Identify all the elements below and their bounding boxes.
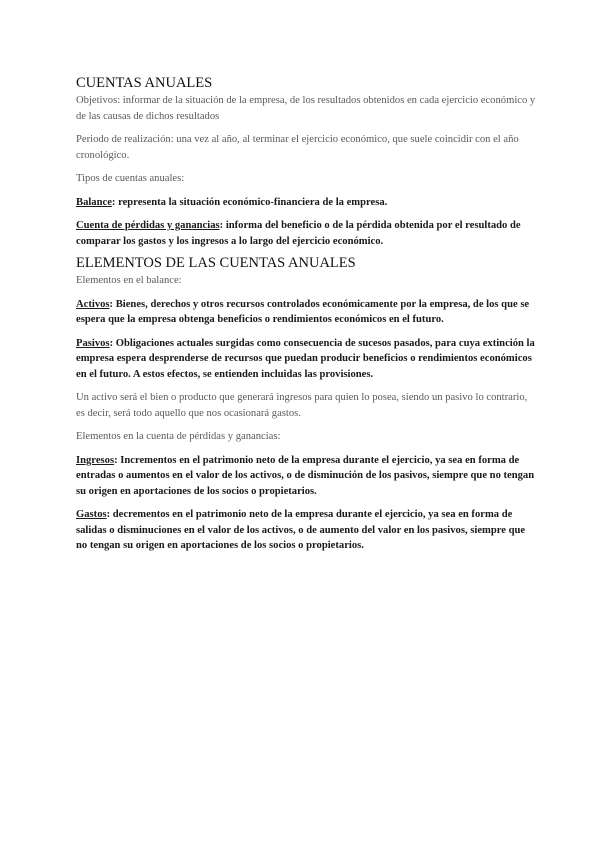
balance-definition [76,195,536,211]
perdidas-text: : informa del beneficio o de la pérdida obtenida por el resultado de comparar los gastos y los ingresos a lo largo del ejercicio económico. [76,220,521,247]
section-title-elementos: ELEMENTOS DE LAS CUENTAS ANUALES [76,255,356,271]
balance-elements-intro: Elementos en el balance: [76,275,182,286]
pasivos-text: : Obligaciones actuales surgidas como consecuencia de sucesos pasados, para cuya extinción la empresa espera desprenderse de recursos que puedan producir beneficios o rendimientos económicos en el futuro. A estos efectos, se entienden incluidas las provisiones. [76,337,535,380]
periodo-paragraph: Periodo de realización: una vez al año, al terminar el ejercicio económico, que suele coincidir con el año cronológico. [76,134,519,161]
gastos-term: Gastos [76,509,107,520]
pasivos-definition [76,336,536,383]
perdidas-term: Cuenta de pérdidas y ganancias [76,220,220,231]
document-page [76,74,536,562]
section-title-cuentas-anuales: CUENTAS ANUALES [76,75,213,91]
gastos-text: : decrementos en el patrimonio neto de la empresa durante el ejercicio, ya sea en forma de salidas o disminuciones en el valor de los activos, o de aumento del valor en los pasivos, siempre que no tengan su origen en aportaciones de los socios o propietarios. [76,509,526,551]
ingresos-text: : Incrementos en el patrimonio neto de la empresa durante el ejercicio, ya sea en forma de entradas o aumentos en el valor de los activos, o de disminución de los pasivos, siempre que no tengan su origen en aportaciones de los socios o propietarios. [76,454,535,497]
activos-definition [76,297,536,328]
perdidas-definition [76,218,536,249]
tipos-intro: Tipos de cuentas anuales: [76,173,185,184]
pasivos-term: Pasivos [76,337,110,349]
activos-text: : Bienes, derechos y otros recursos controlados económicamente por la empresa, de los que se espera que la empresa obtenga beneficios o rendimientos económicos en el futuro. [76,298,530,325]
balance-text: : representa la situación económico-financiera de la empresa. [111,196,388,208]
activos-term: Activos [76,298,110,310]
pyg-elements-intro: Elementos en la cuenta de pérdidas y ganancias: [76,431,281,442]
activo-pasivo-note: Un activo será el bien o producto que generará ingresos para quien lo posea, siendo un pasivo lo contrario, es decir, será todo aquello que nos ocasionará gastos. [76,392,528,419]
ingresos-term: Ingresos [76,454,115,466]
gastos-definition [76,507,536,554]
balance-term: Balance [76,196,112,208]
objetivos-paragraph: Objetivos: informar de la situación de la empresa, de los resultados obtenidos en cada ejercicio económico y de las causas de dichos resultados [76,95,536,122]
ingresos-definition [76,453,536,500]
